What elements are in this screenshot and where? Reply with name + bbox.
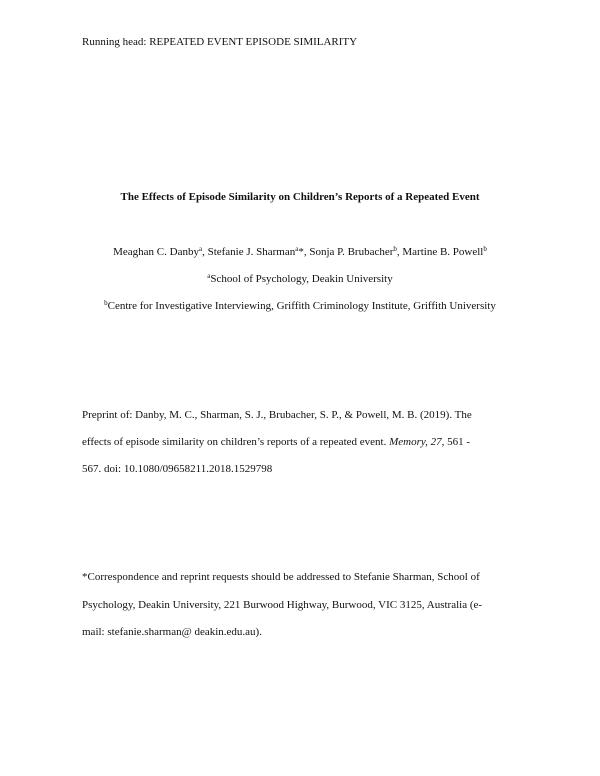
affiliation-b <box>0 300 600 312</box>
preprint-line: Preprint of: Danby, M. C., Sharman, S. J., Brubacher, S. P., & Powell, M. B. (2019). The <box>82 409 472 421</box>
correspondence-line: *Correspondence and reprint requests should be addressed to Stefanie Sharman, School of <box>82 571 480 583</box>
paper-title: The Effects of Episode Similarity on Children’s Reports of a Repeated Event <box>120 191 480 203</box>
author-name: Meaghan C. Danby <box>113 246 199 258</box>
author-affiliation-marker: b <box>393 245 397 253</box>
preprint-text: effects of episode similarity on children’s reports of a repeated event. <box>82 436 390 448</box>
author-affiliation-marker: a <box>295 245 299 253</box>
running-head: Running head: REPEATED EVENT EPISODE SIMILARITY <box>82 36 358 48</box>
author-name: Sonja P. Brubacher <box>309 246 394 258</box>
preprint-doi-line: 567. doi: 10.1080/09658211.2018.1529798 <box>82 463 273 475</box>
correspondence-line: mail: stefanie.sharman@ deakin.edu.au). <box>82 626 262 638</box>
correspondence-line: Psychology, Deakin University, 221 Burwood Highway, Burwood, VIC 3125, Australia (e- <box>82 599 483 611</box>
preprint-line <box>82 436 470 448</box>
affiliation-text: Centre for Investigative Interviewing, Griffith Criminology Institute, Griffith University <box>107 300 496 312</box>
author-affiliation-marker: b <box>483 245 487 253</box>
author-name: Martine B. Powell <box>402 246 484 258</box>
author-separator: , <box>396 246 403 258</box>
affiliation-a <box>0 273 600 285</box>
affiliation-marker: a <box>207 272 211 280</box>
author-list <box>0 246 600 258</box>
page-range: 561 - <box>444 436 471 448</box>
journal-reference: Memory, 27, <box>389 436 445 448</box>
author-separator: *, <box>298 246 310 258</box>
affiliation-text: School of Psychology, Deakin University <box>210 273 393 285</box>
affiliation-marker: b <box>104 299 108 307</box>
author-affiliation-marker: a <box>198 245 203 253</box>
author-name: Stefanie J. Sharman <box>207 246 296 258</box>
author-separator: , <box>202 246 208 258</box>
